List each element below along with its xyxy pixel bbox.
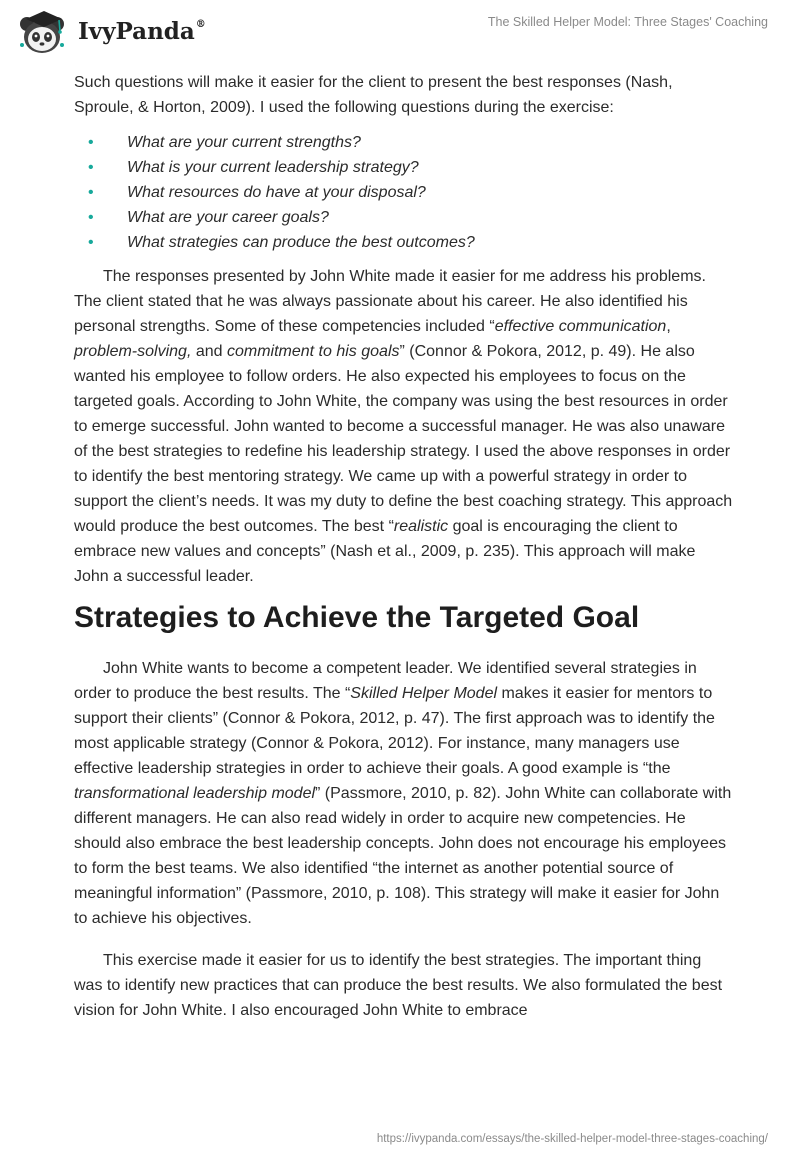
- italic-run: transformational leadership model: [74, 785, 316, 802]
- italic-run: commitment to his goals: [226, 343, 400, 360]
- italic-run: effective communication: [494, 318, 667, 335]
- source-url-link[interactable]: https://ivypanda.com/essays/the-skilled-helper-model-three-stages-coaching/: [376, 1133, 768, 1145]
- question-list: [74, 130, 734, 255]
- panda-logo-icon[interactable]: [14, 7, 70, 57]
- list-item: [74, 230, 734, 255]
- text-run: The responses presented by John White made it easier for me address his problems. The client stated that he was always passionate about his career. He also identified his personal strengths. Some of these competencies included “: [74, 268, 706, 335]
- text-run: ” (Passmore, 2010, p. 82). John White can collaborate with different managers. He can also read widely in order to acquire new competencies. He should also embrace the best leadership concepts. John does not encourage his employees to form the best teams. We also identified “the internet as another potential source of meaningful information” (Passmore, 2010, p. 108). This strategy will make it easier for John to achieve his objectives.: [74, 785, 732, 927]
- brand-name[interactable]: [78, 18, 206, 45]
- text-run: ,: [666, 318, 671, 335]
- strategies-paragraph: [74, 656, 734, 931]
- registered-mark: ®: [195, 19, 206, 31]
- bullet-icon: •: [88, 134, 94, 151]
- bullet-icon: •: [88, 209, 94, 226]
- text-run: makes it easier for mentors to support their clients” (Connor & Pokora, 2012, p. 47). The first approach was to identify the most applicable strategy (Connor & Pokora, 2012). For instance, many managers use effective leadership strategies in order to achieve their goals. A good example is “the: [74, 685, 715, 777]
- exercise-paragraph: This exercise made it easier for us to identify the best strategies. The important thing was to identify new practices that can produce the best results. We also formulated the best vision for John White. I also encouraged John White to embrace: [74, 952, 723, 1019]
- list-item-text: What resources do have at your disposal?: [127, 184, 426, 201]
- list-item: [74, 130, 734, 155]
- text-run: and: [191, 343, 227, 360]
- list-item-text: What strategies can produce the best outcomes?: [127, 234, 475, 251]
- bullet-icon: •: [88, 234, 94, 251]
- list-item: [74, 180, 734, 205]
- list-item-text: What is your current leadership strategy?: [127, 159, 419, 176]
- intro-paragraph: Such questions will make it easier for the client to present the best responses (Nash, Sproule, & Horton, 2009). I used the following questions during the exercise:: [74, 74, 673, 116]
- list-item: [74, 155, 734, 180]
- bullet-icon: •: [88, 184, 94, 201]
- page-header: [0, 0, 800, 66]
- list-item-text: What are your career goals?: [127, 209, 329, 226]
- list-item: [74, 205, 734, 230]
- section-heading: Strategies to Achieve the Targeted Goal: [74, 601, 640, 634]
- essay-body: [74, 70, 734, 1023]
- text-run: goal is encouraging the client to embrace new values and concepts” (Nash et al., 2009, p. 235). This approach will make John a successful leader.: [74, 518, 696, 585]
- italic-run: Skilled Helper Model: [350, 685, 498, 702]
- document-title: The Skilled Helper Model: Three Stages' Coaching: [487, 15, 768, 29]
- brand-text: IvyPanda: [78, 18, 195, 45]
- text-run: ” (Connor & Pokora, 2012, p. 49). He also wanted his employee to follow orders. He also expected his employees to focus on the targeted goals. According to John White, the company was using the best resources in order to emerge successful. John wanted to become a successful manager. He was also unaware of the best strategies to redefine his leadership strategy. I used the above responses in order to identify the best mentoring strategy. We came up with a powerful strategy in order to support the client’s needs. It was my duty to define the best coaching strategy. This approach would produce the best outcomes. The best “: [74, 343, 733, 535]
- bullet-icon: •: [88, 159, 94, 176]
- responses-paragraph: [74, 264, 734, 589]
- text-run: John White wants to become a competent leader. We identified several strategies in order to produce the best results. The “: [74, 660, 697, 702]
- italic-run: realistic: [393, 518, 449, 535]
- italic-run: problem-solving,: [74, 343, 192, 360]
- list-item-text: What are your current strengths?: [127, 134, 361, 151]
